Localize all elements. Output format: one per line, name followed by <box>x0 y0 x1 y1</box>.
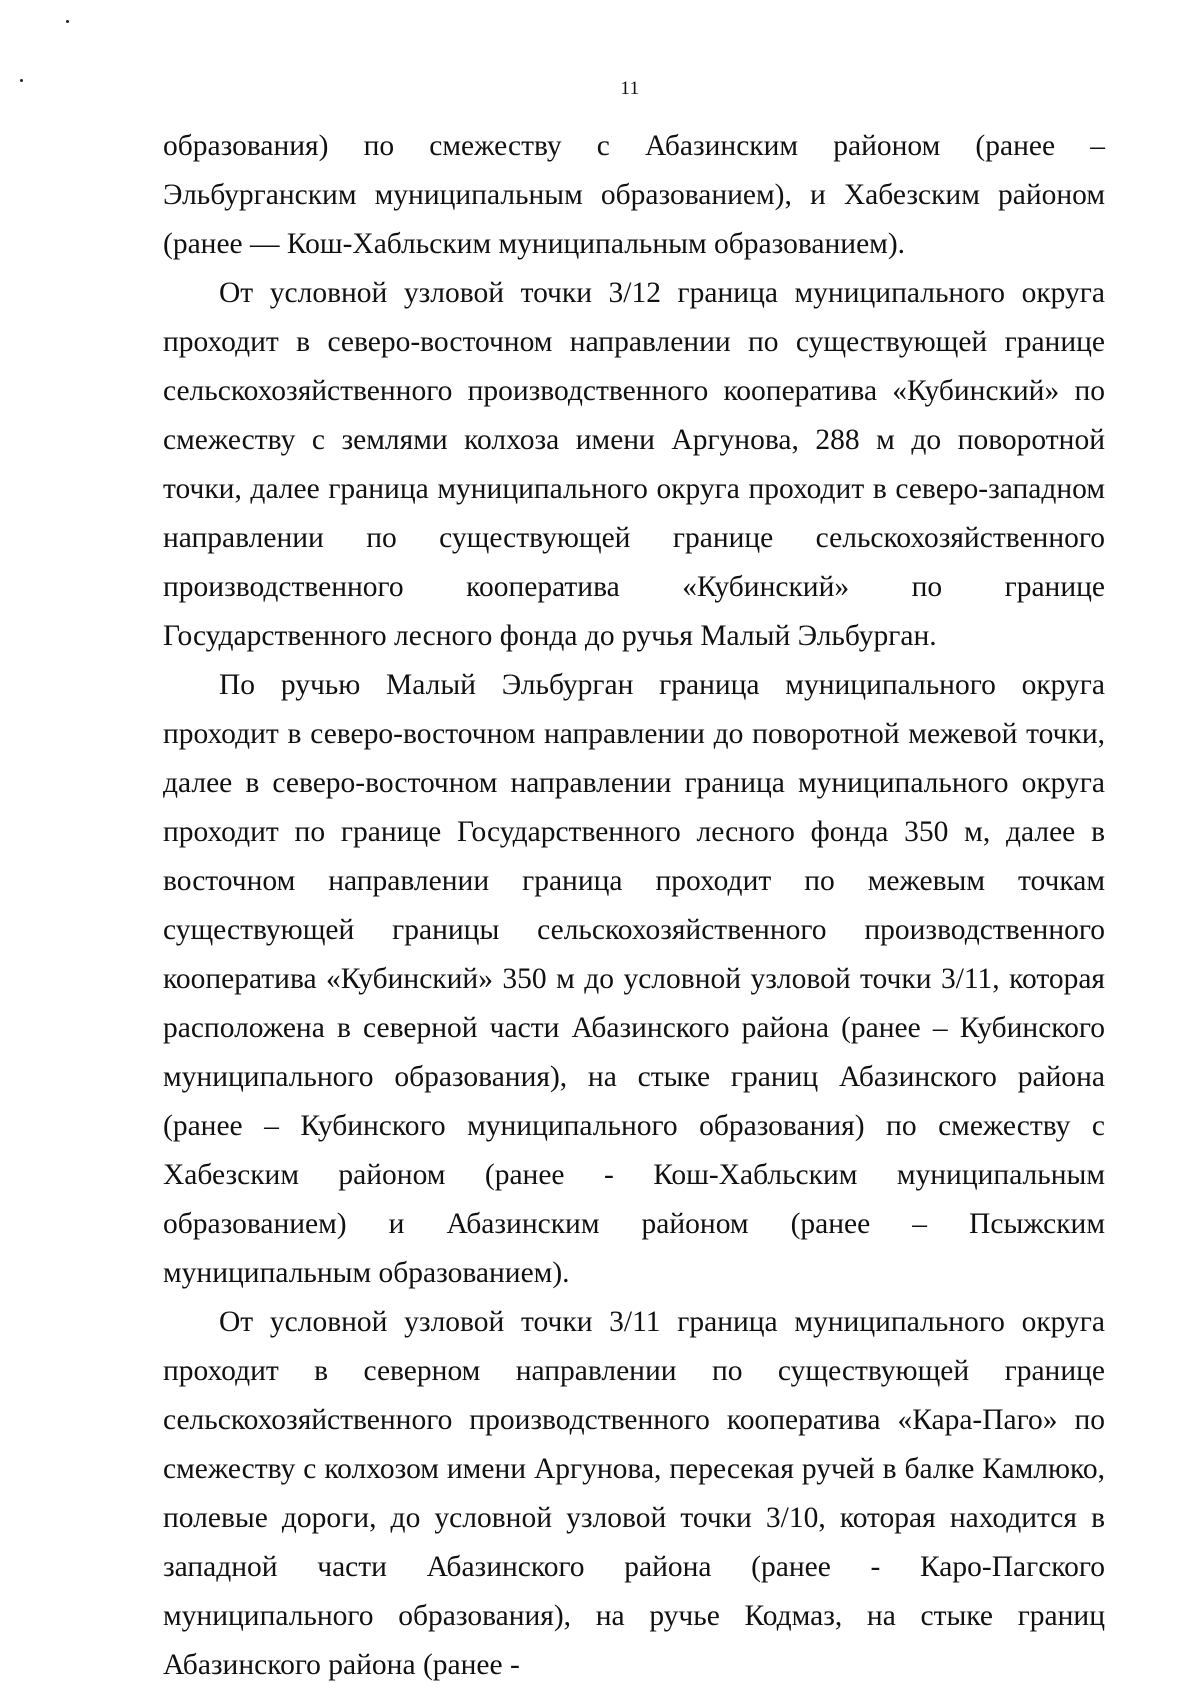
paragraph-continued: образования) по смежеству с Абазинским районом (ранее – Эльбурганским муниципальным образованием), и Хабезским районом (ранее — Кош-Хабльским муниципальным образованием). <box>163 130 1105 260</box>
paragraph: От условной узловой точки 3/12 граница муниципального округа проходит в северо-восточном направлении по существующей границе сельскохозяйственного производственного кооператива «Кубинский» по смежеству с землями колхоза имени Аргунова, 288 м до поворотной точки, далее граница муниципального округа проходит в северо-западном направлении по существующей границе сельскохозяйственного производственного кооператива «Кубинский» по границе Государственного лесного фонда до ручья Малый Эльбурган. <box>163 277 1105 652</box>
paragraph: По ручью Малый Эльбурган граница муниципального округа проходит в северо-восточном направлении до поворотной межевой точки, далее в северо-восточном направлении граница муниципального округа проходит по границе Государственного лесного фонда 350 м, далее в восточном направлении граница проходит по межевым точкам существующей границы сельскохозяйственного производственного кооператива «Кубинский» 350 м до условной узловой точки 3/11, которая расположена в северной части Абазинского района (ранее – Кубинского муниципального образования), на стыке границ Абазинского района (ранее – Кубинского муниципального образования) по смежеству с Хабезским районом (ранее - Кош-Хабльским муниципальным образованием) и Абазинским районом (ранее – Псыжским муниципальным образованием). <box>163 669 1105 1289</box>
paragraph: От условной узловой точки 3/11 граница муниципального округа проходит в северном направлении по существующей границе сельскохозяйственного производственного кооператива «Кара-Паго» по смежеству с колхозом имени Аргунова, пересекая ручей в балке Камлюко, полевые дороги, до условной узловой точки 3/10, которая находится в западной части Абазинского района (ранее - Каро-Пагского муниципального образования), на ручье Кодмаз, на стыке границ Абазинского района (ранее - <box>163 1306 1105 1681</box>
scan-speck <box>66 20 69 23</box>
page-number: 11 <box>620 78 640 99</box>
document-body <box>163 122 1105 1690</box>
